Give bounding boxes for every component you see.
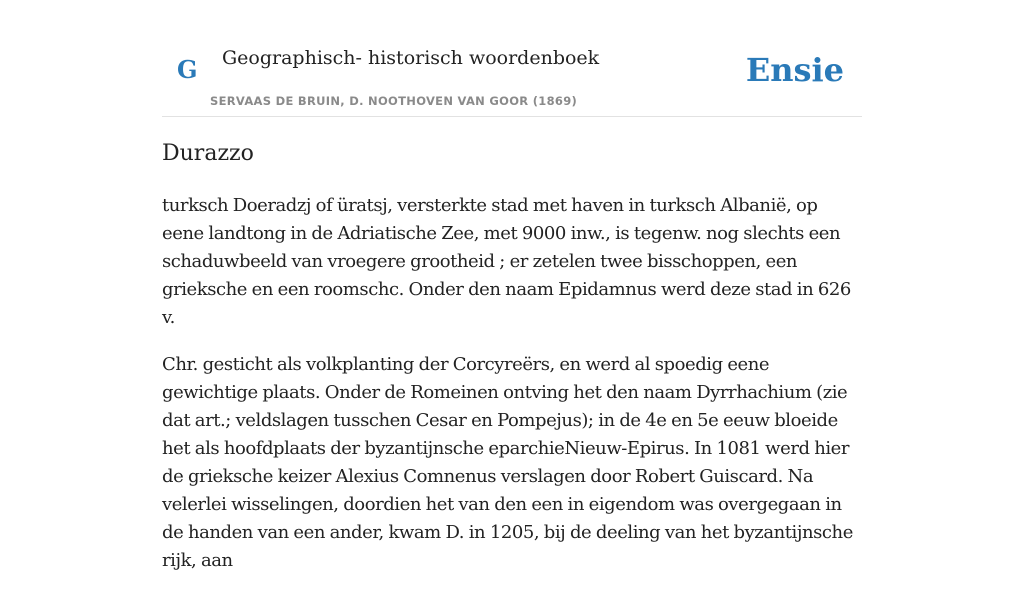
book-title[interactable]: Geographisch- historisch woordenboek [222, 47, 600, 69]
entry-paragraph: turksch Doeradzj of üratsj, versterkte stad met haven in turksch Albanië, op eene landtong in de Adriatische Zee, met 9000 inw., is tegenw. nog slechts een schaduwbeeld van vroegere grootheid ; er zetelen twee bisschoppen, een grieksche en een roomschc. Onder den naam Epidamnus werd deze stad in 626 v. [162, 195, 851, 328]
publisher-logo[interactable]: G [177, 55, 198, 84]
entry-paragraph: Chr. gesticht als volkplanting der Corcyreërs, en werd al spoedig eene gewichtige plaats. Onder de Romeinen ontving het den naam Dyrrhachium (zie dat art.; veldslagen tusschen Cesar en Pompejus); in de 4e en 5e eeuw bloeide het als hoofdplaats der byzantijnsche eparchieNieuw-Epirus. In 1081 werd hier de grieksche keizer Alexius Comnenus verslagen door Robert Guiscard. Na velerlei wisselingen, doordien het van den een in eigendom was overgegaan in de handen van een ander, kwam D. in 1205, bij de deeling van het byzantijnsche rijk, aan [162, 354, 853, 571]
page-header [162, 0, 862, 117]
book-authors: SERVAAS DE BRUIN, D. NOOTHOVEN VAN GOOR (1869) [210, 94, 578, 108]
entry-title: Durazzo [162, 141, 254, 166]
brand-logo[interactable]: Ensie [745, 51, 844, 89]
entry-body [162, 192, 862, 594]
